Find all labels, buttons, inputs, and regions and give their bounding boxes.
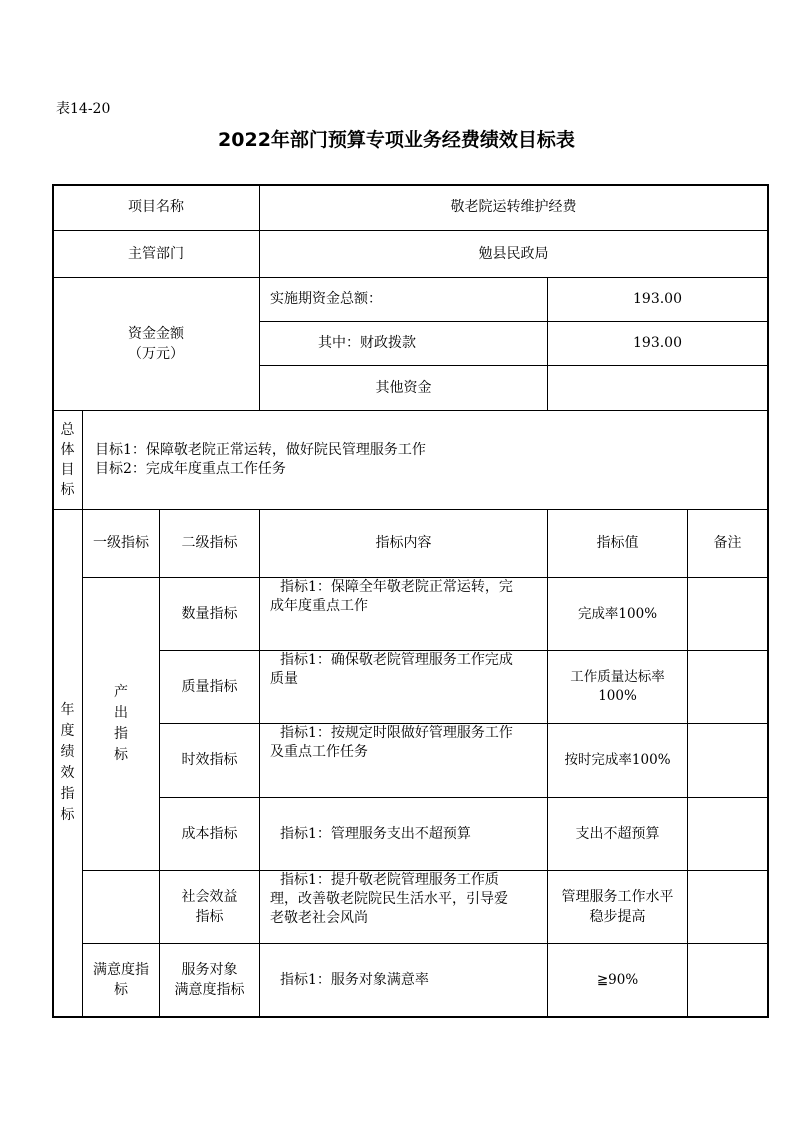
annual-indicator-char: 度 xyxy=(60,723,75,739)
header-level1: 一级指标 xyxy=(93,535,149,551)
header-content: 指标内容 xyxy=(375,535,432,551)
quantity-indicator-content xyxy=(260,578,547,650)
overall-goal-label xyxy=(53,411,82,509)
satisfaction-indicator-content: 指标1：服务对象满意率 xyxy=(280,971,429,988)
satisfaction-indicator-value: ≧90% xyxy=(596,971,639,988)
project-name-value: 敬老院运转维护经费 xyxy=(450,199,577,215)
label-line: 满意度指标 xyxy=(174,982,245,998)
annual-indicator-char: 年 xyxy=(60,702,75,718)
satisfaction-level1-label xyxy=(83,944,159,1016)
output-indicator-char: 标 xyxy=(114,747,128,763)
funds-total-label: 实施期资金总额： xyxy=(270,291,382,307)
document-number: 表14-20 xyxy=(56,101,111,117)
annual-indicator-char: 标 xyxy=(60,807,75,823)
header-value: 指标值 xyxy=(596,535,639,551)
label-line: 标 xyxy=(114,982,128,998)
funds-other-label: 其他资金 xyxy=(375,379,432,396)
overall-goal-char: 目 xyxy=(60,462,75,478)
header-note: 备注 xyxy=(713,535,742,551)
social-benefit-indicator-label xyxy=(160,871,259,943)
content-line: 成年度重点工作 xyxy=(270,598,368,614)
content-line: 指标1：确保敬老院管理服务工作完成 xyxy=(280,652,513,668)
funds-label xyxy=(53,278,259,410)
output-indicator-char: 出 xyxy=(114,705,128,721)
cost-indicator-label: 成本指标 xyxy=(181,825,238,842)
annual-indicator-char: 指 xyxy=(60,786,75,802)
funds-fiscal-value: 193.00 xyxy=(633,335,682,351)
output-indicator-label xyxy=(83,578,159,870)
output-indicator-char: 指 xyxy=(114,726,128,742)
department-label: 主管部门 xyxy=(128,245,184,262)
value-line: 管理服务工作水平 xyxy=(561,889,674,905)
social-benefit-indicator-value xyxy=(548,871,687,943)
funds-fiscal-label: 其中：财政拨款 xyxy=(318,335,416,351)
label-line: 满意度指 xyxy=(93,962,149,978)
quality-indicator-content xyxy=(260,651,547,723)
annual-indicator-char: 绩 xyxy=(60,744,75,760)
quantity-indicator-label: 数量指标 xyxy=(181,605,238,622)
value-line: 工作质量达标率 xyxy=(570,669,665,685)
annual-indicator-char: 效 xyxy=(60,765,75,781)
overall-goal-content xyxy=(83,411,767,509)
funds-other-value xyxy=(548,366,767,410)
content-line: 理，改善敬老院院民生活水平，引导爱 xyxy=(270,891,508,907)
timeliness-indicator-label: 时效指标 xyxy=(181,752,238,768)
content-line: 指标1：保障全年敬老院正常运转，完 xyxy=(280,579,513,595)
overall-goal-char: 标 xyxy=(60,482,75,498)
content-line: 及重点工作任务 xyxy=(270,744,368,760)
value-line: 稳步提高 xyxy=(589,909,646,925)
label-line: 服务对象 xyxy=(181,962,238,978)
label-line: 指标 xyxy=(195,909,224,925)
content-line: 质量 xyxy=(270,671,298,687)
project-name-label: 项目名称 xyxy=(128,199,184,215)
overall-goal-2: 目标2：完成年度重点工作任务 xyxy=(95,461,286,477)
overall-goal-char: 总 xyxy=(60,422,75,438)
content-line: 指标1：提升敬老院管理服务工作质 xyxy=(280,872,499,888)
funds-total-value: 193.00 xyxy=(633,291,682,307)
cost-indicator-value: 支出不超预算 xyxy=(575,825,660,842)
department-value: 勉县民政局 xyxy=(478,245,549,262)
annual-indicator-label xyxy=(53,510,82,1016)
satisfaction-level2-label xyxy=(160,944,259,1016)
quality-indicator-value xyxy=(548,651,687,723)
page-title: 2022年部门预算专项业务经费绩效目标表 xyxy=(218,129,575,151)
social-benefit-indicator-content xyxy=(260,871,547,943)
funds-label-line2: （万元） xyxy=(128,346,184,362)
output-indicator-char: 产 xyxy=(114,684,128,700)
timeliness-indicator-content xyxy=(260,724,547,797)
label-line: 社会效益 xyxy=(181,889,238,905)
timeliness-indicator-value: 按时完成率100% xyxy=(564,752,671,768)
funds-label-line1: 资金金额 xyxy=(128,326,184,342)
header-level2: 二级指标 xyxy=(181,535,238,551)
overall-goal-char: 体 xyxy=(60,442,75,458)
quantity-indicator-value: 完成率100% xyxy=(577,605,658,622)
content-line: 老敬老社会风尚 xyxy=(270,910,368,926)
overall-goal-1: 目标1：保障敬老院正常运转，做好院民管理服务工作 xyxy=(95,442,426,458)
quality-indicator-label: 质量指标 xyxy=(181,678,238,695)
value-line: 100% xyxy=(598,688,637,704)
content-line: 指标1：按规定时限做好管理服务工作 xyxy=(280,725,513,741)
cost-indicator-content: 指标1：管理服务支出不超预算 xyxy=(280,825,471,842)
